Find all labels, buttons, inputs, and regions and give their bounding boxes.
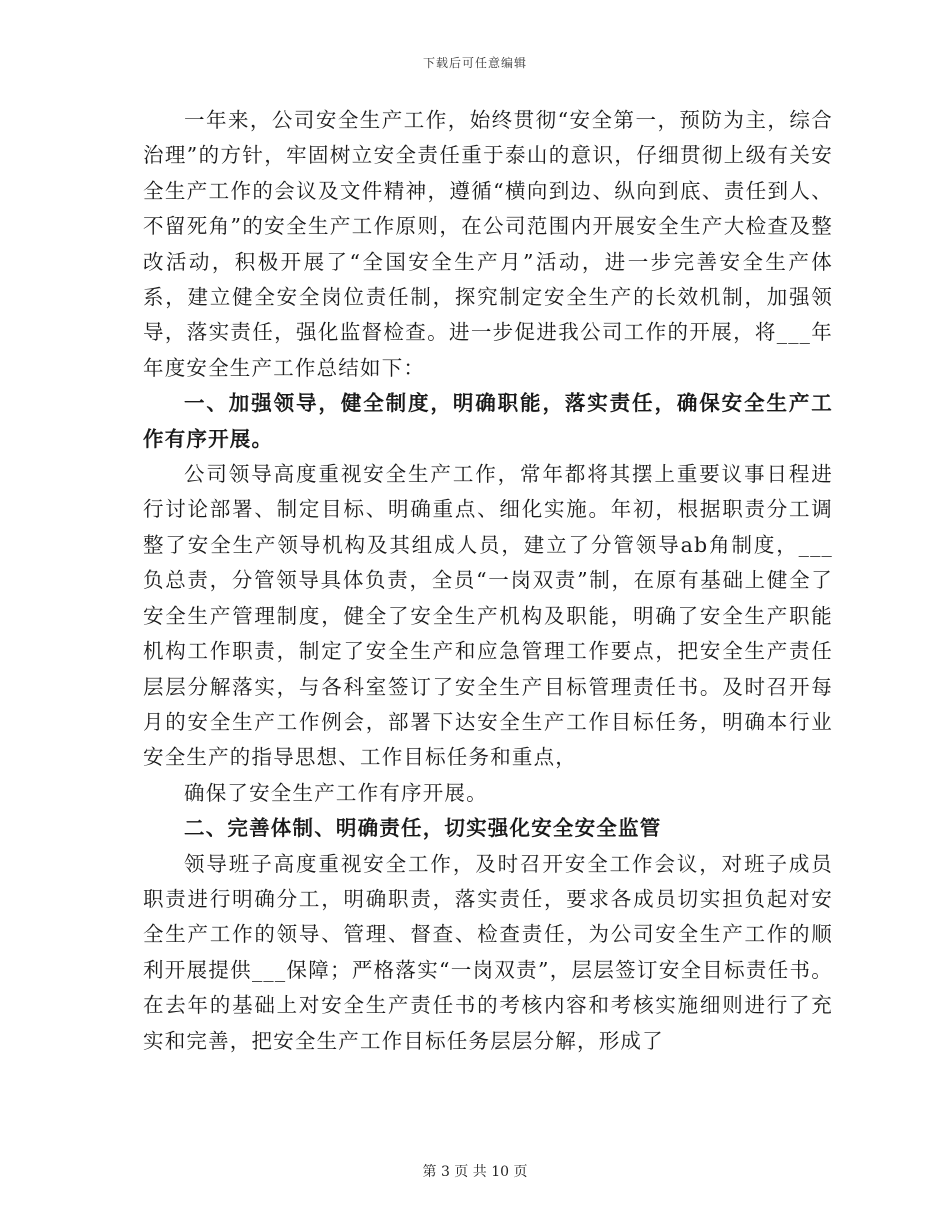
intro-paragraph: 一年来，公司安全生产工作，始终贯彻“安全第一，预防为主，综合治理”的方针，牢固树立安全责任重于泰山的意识，仔细贯彻上级有关安全生产工作的会议及文件精神，遵循“横向到边、纵向到底、责任到人、不留死角”的安全生产工作原则，在公司范围内开展安全生产大检查及整改活动，积极开展了“全国安全生产月”活动，进一步完善安全生产体系，建立健全安全岗位责任制，探究制定安全生产的长效机制，加强领导，落实责任，强化监督检查。进一步促进我公司工作的开展，将___年年度安全生产工作总结如下： xyxy=(143,108,833,380)
section-heading-2: 二、完善体制、明确责任，切实强化安全安全监管 xyxy=(184,816,662,841)
page-number-footer: 第 3 页 共 10 页 xyxy=(422,1164,528,1180)
document-body xyxy=(143,103,833,1059)
section-2-paragraph: 领导班子高度重视安全工作，及时召开安全工作会议，对班子成员职责进行明确分工，明确职责，落实责任，要求各成员切实担负起对安全生产工作的领导、管理、督查、检查责任，为公司安全生产工作的顺利开展提供___保障；严格落实“一岗双责”，层层签订安全目标责任书。在去年的基础上对安全生产责任书的考核内容和考核实施细则进行了充实和完善，把安全生产工作目标任务层层分解，形成了 xyxy=(143,851,833,1053)
section-1-closing-paragraph: 确保了安全生产工作有序开展。 xyxy=(184,780,488,805)
section-heading-1: 一、加强领导，健全制度，明确职能，落实责任，确保安全生产工作有序开展。 xyxy=(143,391,833,451)
section-1-paragraph: 公司领导高度重视安全生产工作，常年都将其摆上重要议事日程进行讨论部署、制定目标、明确重点、细化实施。年初，根据职责分工调整了安全生产领导机构及其组成人员，建立了分管领导ab角制度，___负总责，分管领导具体负责，全员“一岗双责”制，在原有基础上健全了安全生产管理制度，健全了安全生产机构及职能，明确了安全生产职能机构工作职责，制定了安全生产和应急管理工作要点，把安全生产责任层层分解落实，与各科室签订了安全生产目标管理责任书。及时召开每月的安全生产工作例会，部署下达安全生产工作目标任务，明确本行业安全生产的指导思想、工作目标任务和重点， xyxy=(143,462,833,770)
page-header: 下载后可任意编辑 xyxy=(422,56,527,70)
